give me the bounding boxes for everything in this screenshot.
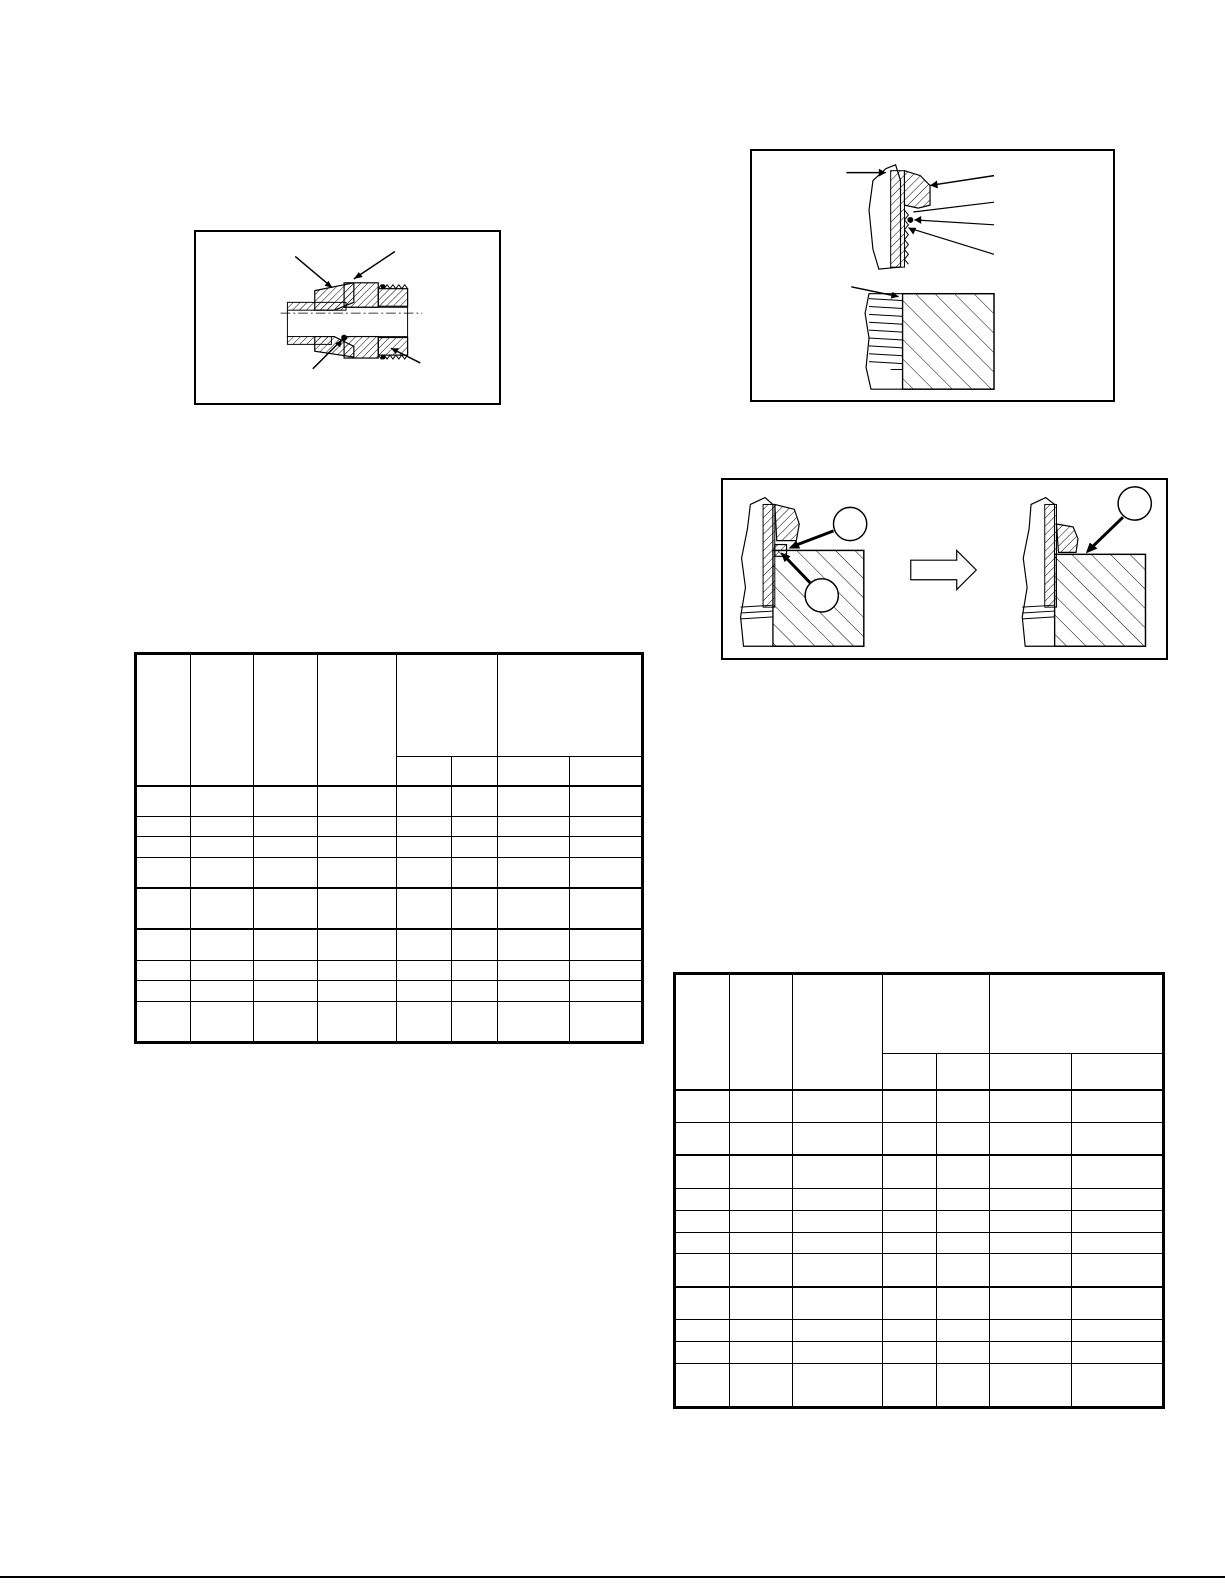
table-row [675,1210,1164,1232]
table-row [136,960,643,981]
table-row [675,1320,1164,1342]
table-subheader-cell [570,757,643,786]
table-subheader-cell [452,757,498,786]
table-row [675,1155,1164,1188]
table-subheader-cell [990,1054,1072,1090]
figure-orfs-fitting [194,230,501,405]
figure-port-boss-fitting [750,149,1115,402]
figure-adjustable-fitting-sequence [721,478,1168,660]
table-header-cell [730,974,793,1090]
table-header-cell [675,974,730,1090]
torque-table-1 [134,652,644,1044]
table-row [136,981,643,1002]
table-row [675,1232,1164,1254]
port-boss-fitting-cross-section-icon [752,151,1113,400]
adjustable-fitting-installation-icon [723,480,1166,658]
table-subheader-cell [1072,1054,1164,1090]
table-subheader-cell [498,757,570,786]
table-header-cell [883,974,990,1054]
table-header-cell [397,654,498,757]
table-header-cell [990,974,1164,1054]
table-row [136,816,643,837]
table-header-cell [498,654,643,757]
table-header-cell [136,654,191,786]
table-row [136,857,643,888]
table-row [136,888,643,929]
table-subheader-cell [883,1054,937,1090]
table-row [675,1254,1164,1287]
table-subheader-cell [397,757,452,786]
footer-rule [0,1576,1225,1578]
table-row [675,1122,1164,1155]
orfs-fitting-cross-section-icon [196,232,499,403]
table-row [136,786,643,817]
table-row [675,1287,1164,1320]
table-header-cell [191,654,254,786]
table-header-cell [793,974,883,1090]
table-header-row [136,654,643,757]
table-header-row [675,974,1164,1054]
table-row [675,1090,1164,1123]
table-row [136,1001,643,1042]
table-header-cell [254,654,318,786]
table-row [675,1364,1164,1408]
table-row [675,1342,1164,1364]
torque-table-2 [673,972,1165,1409]
table-header-cell [318,654,397,786]
table-subheader-cell [937,1054,990,1090]
table-row [136,929,643,960]
table-row [675,1188,1164,1210]
table-row [136,837,643,858]
